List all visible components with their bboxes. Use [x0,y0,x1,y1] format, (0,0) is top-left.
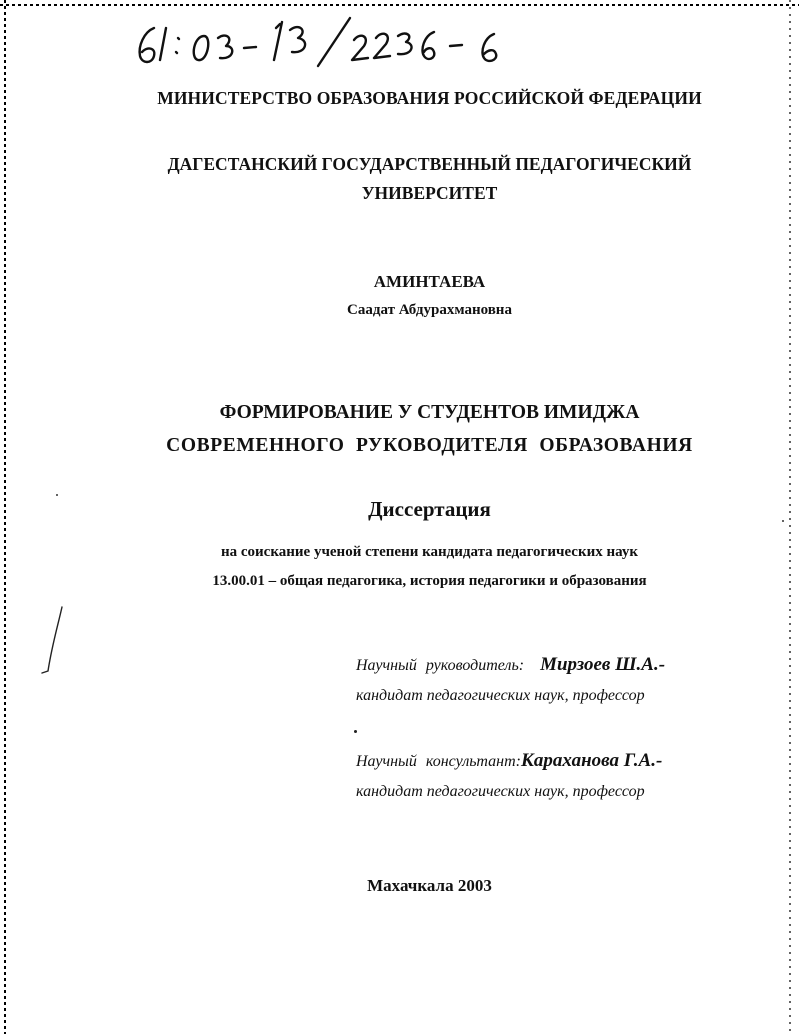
handwritten-archive-code [132,14,512,70]
place-and-year: Махачкала 2003 [367,876,492,895]
consultant-degree: кандидат педагогических наук, профессор [356,783,645,800]
scan-speck [56,494,58,496]
university-line-1: ДАГЕСТАНСКИЙ ГОСУДАРСТВЕННЫЙ ПЕДАГОГИЧЕСКИЙ [167,154,692,174]
consultant-role: Научный консультант: [356,753,521,770]
scan-border-top [0,4,799,6]
author-name: Саадат Абдурахмановна [347,302,512,318]
document-type: Диссертация [368,497,491,521]
university-heading [30,150,799,208]
university-line-2: УНИВЕРСИТЕТ [361,183,498,203]
title-line-2: СОВРЕМЕННОГО РУКОВОДИТЕЛЯ ОБРАЗОВАНИЯ [166,435,693,456]
margin-pen-mark [38,605,68,675]
ministry-heading: МИНИСТЕРСТВО ОБРАЗОВАНИЯ РОССИЙСКОЙ ФЕДЕРАЦИИ [157,88,702,108]
consultant-name: Караханова Г.А.- [520,750,663,771]
supervisor-line [356,654,665,676]
purpose-line-1: на соискание ученой степени кандидата педагогических наук [220,544,639,560]
supervisor-role: Научный руководитель: [356,657,525,674]
supervisor-name: Мирзоев Ш.А.- [540,654,666,675]
supervisor-degree: кандидат педагогических наук, профессор [356,687,645,704]
purpose-line-2: 13.00.01 – общая педагогика, история педагогики и образования [212,573,647,589]
dissertation-title [30,396,799,462]
scan-speck [782,520,784,522]
scan-dot [354,730,357,733]
consultant-line [356,750,662,772]
title-line-1: ФОРМИРОВАНИЕ У СТУДЕНТОВ ИМИДЖА [219,402,640,423]
scan-border-left [4,0,6,1034]
author-surname: АМИНТАЕВА [373,272,486,291]
degree-purpose [30,538,799,596]
